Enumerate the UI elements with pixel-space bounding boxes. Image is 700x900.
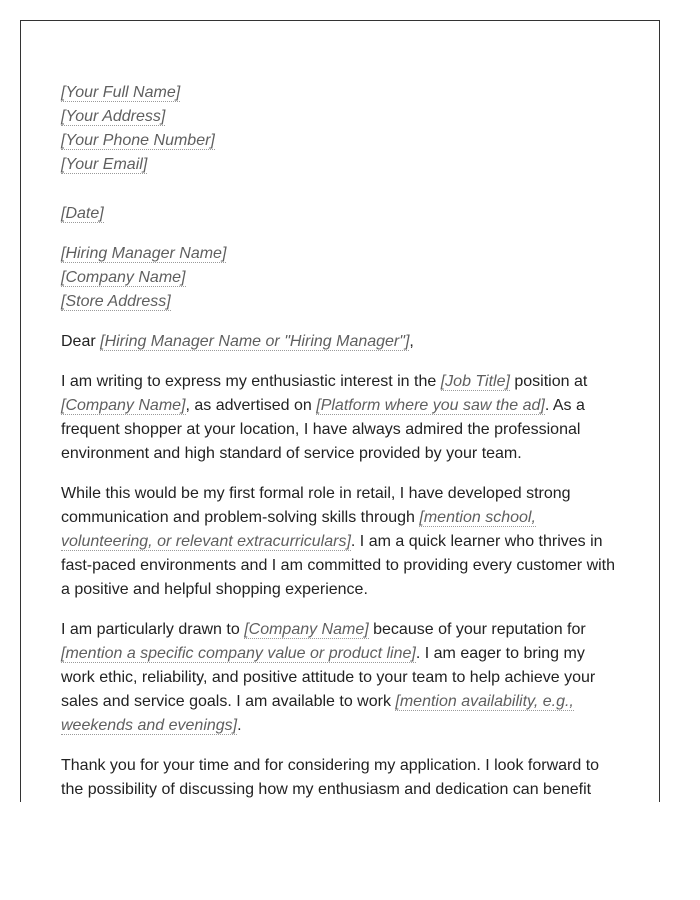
sender-block <box>61 81 621 177</box>
paragraph-text: I am writing to express my enthusiastic interest in the <box>61 373 441 390</box>
paragraph-text: position at <box>509 373 588 390</box>
availability-placeholder[interactable]: [mention availability, e.g., weekends and evenings] <box>61 693 574 734</box>
extracurriculars-placeholder[interactable]: [mention school, volunteering, or relevant extracurriculars] <box>61 509 536 550</box>
salutation-name-placeholder[interactable]: [Hiring Manager Name or "Hiring Manager"] <box>100 333 410 350</box>
date-block <box>61 202 621 226</box>
sender-address-placeholder[interactable]: [Your Address] <box>61 108 166 125</box>
paragraph-intro <box>61 370 621 466</box>
company-value-placeholder[interactable]: [mention a specific company value or product line] <box>61 645 416 662</box>
sender-phone-placeholder[interactable]: [Your Phone Number] <box>61 132 215 149</box>
platform-placeholder[interactable]: [Platform where you saw the ad] <box>316 397 545 414</box>
paragraph-text: Thank you for your time and for considering my application. I look forward to the possibility of discussing how my enthusiasm and dedication can benefit <box>61 757 600 798</box>
company-name-placeholder[interactable]: [Company Name] <box>61 397 186 414</box>
letter-content <box>61 81 621 802</box>
paragraph-text: , as advertised on <box>185 397 317 414</box>
paragraph-text: . <box>237 717 242 734</box>
paragraph-text: I am particularly drawn to <box>61 621 245 638</box>
hiring-manager-placeholder[interactable]: [Hiring Manager Name] <box>61 245 227 262</box>
company-name-placeholder[interactable]: [Company Name] <box>61 269 186 286</box>
paragraph-text: While this would be my first formal role in retail, I have developed strong communication and problem-solving skills through <box>61 485 571 526</box>
company-name-placeholder[interactable]: [Company Name] <box>244 621 369 638</box>
letter-page <box>20 20 660 802</box>
store-address-placeholder[interactable]: [Store Address] <box>61 293 171 310</box>
paragraph-motivation <box>61 618 621 738</box>
sender-name-placeholder[interactable]: [Your Full Name] <box>61 84 181 101</box>
paragraph-skills <box>61 482 621 602</box>
recipient-block <box>61 242 621 314</box>
paragraph-text: . As a frequent shopper at your location, I have always admired the professional environment and high standard of service provided by your team. <box>61 397 585 462</box>
paragraph-closing <box>61 754 621 802</box>
job-title-placeholder[interactable]: [Job Title] <box>440 373 510 390</box>
paragraph-text: because of your reputation for <box>368 621 586 638</box>
date-placeholder[interactable]: [Date] <box>61 205 104 222</box>
salutation <box>61 330 621 354</box>
salutation-comma: , <box>409 333 414 350</box>
paragraph-text: . I am a quick learner who thrives in fast-paced environments and I am committed to providing every customer with a positive and helpful shopping experience. <box>61 533 616 598</box>
sender-email-placeholder[interactable]: [Your Email] <box>61 156 148 173</box>
salutation-greeting: Dear <box>61 333 101 350</box>
paragraph-text: . I am eager to bring my work ethic, reliability, and positive attitude to your team to help achieve your sales and service goals. I am available to work <box>61 645 596 710</box>
